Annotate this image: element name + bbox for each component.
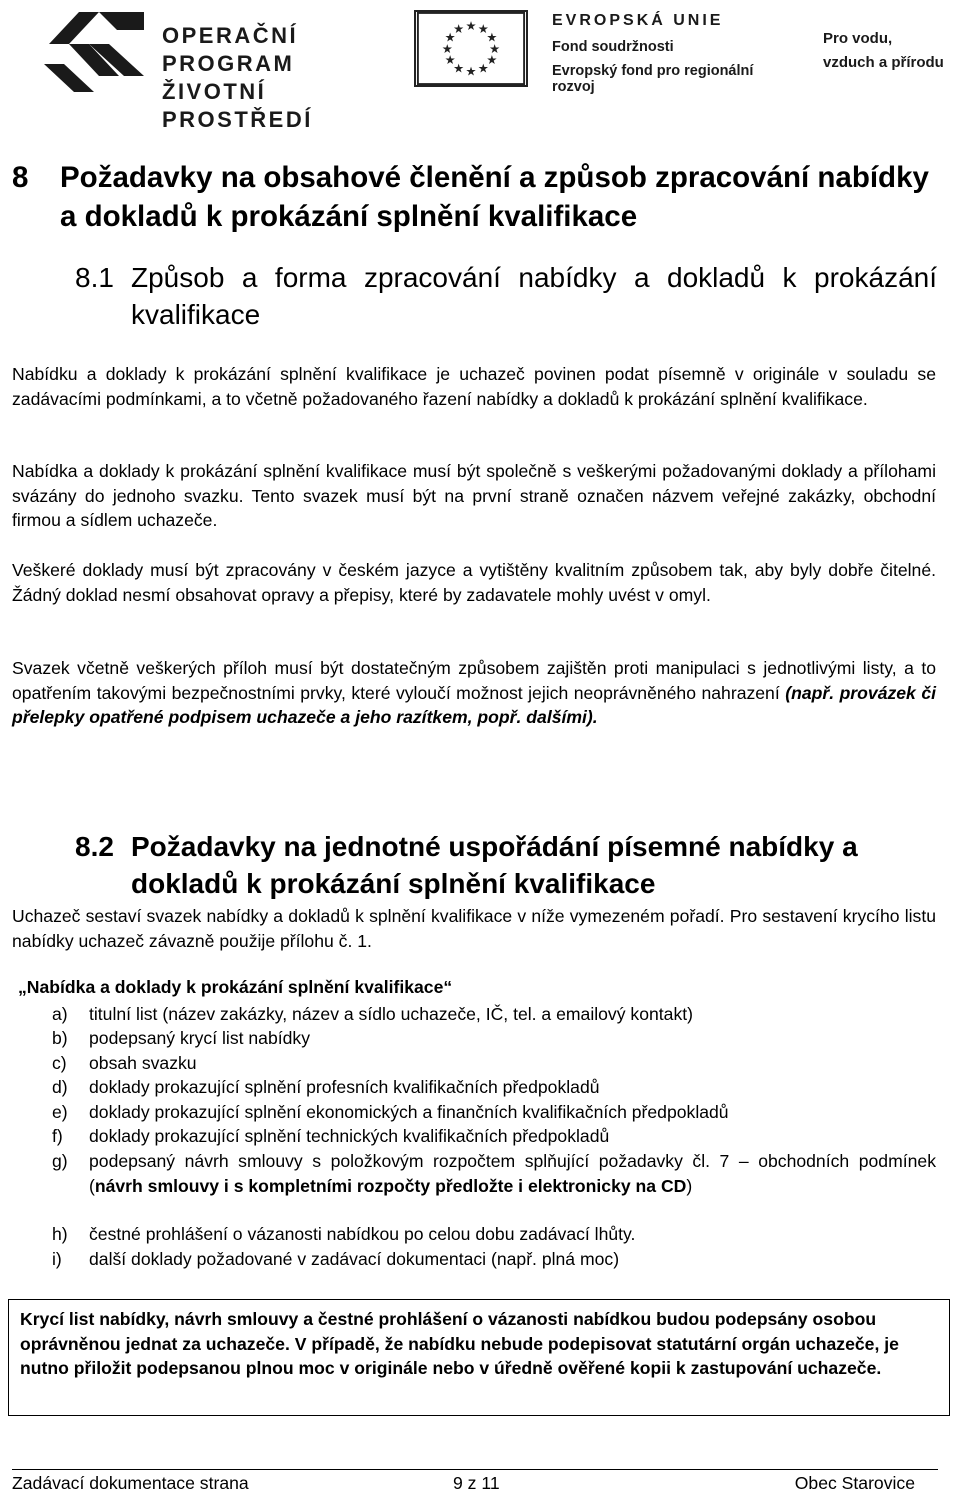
- paragraph-1: Nabídku a doklady k prokázání splnění kvalifikace je uchazeč povinen podat písemně v originále v souladu se zadávacími podmínkami, a to včetně požadovaného řazení nabídky a dokladů k prokázání splnění kvalifikace.: [12, 364, 936, 409]
- list-text: titulní list (název zakázky, název a sídlo uchazeče, IČ, tel. a emailový kontakt): [89, 1004, 693, 1024]
- list-marker: b): [52, 1028, 68, 1048]
- footer-page-number: 9 z 11: [453, 1473, 500, 1493]
- list-marker: d): [52, 1077, 68, 1097]
- svg-text:★: ★: [489, 41, 501, 56]
- list-text: podepsaný krycí list nabídky: [89, 1028, 311, 1048]
- list-marker: a): [52, 1004, 68, 1024]
- svg-text:★: ★: [486, 30, 498, 45]
- section-8-title: Požadavky na obsahové členění a způsob zpracování nabídky a dokladů k prokázání splnění kvalifikace: [60, 161, 929, 233]
- eu-fund-2: Evropský fond pro regionální rozvoj: [552, 63, 754, 95]
- list-text: obsah svazku: [89, 1053, 197, 1073]
- list-text: další doklady požadované v zadávací dokumentaci (např. plná moc): [89, 1249, 620, 1269]
- footer-divider: [12, 1469, 938, 1470]
- list-marker: e): [52, 1102, 68, 1122]
- eu-logo: [414, 10, 794, 95]
- list-text-part: ): [686, 1175, 693, 1196]
- list-text: čestné prohlášení o vázanosti nabídkou po celou dobu zadávací lhůty.: [89, 1224, 636, 1244]
- svg-text:★: ★: [486, 53, 498, 68]
- list-text-part: podepsaný návrh smlouvy s položkovým rozpočtem splňující požadavky čl. 7 – obchodních podmínek (: [89, 1151, 936, 1196]
- svg-text:★: ★: [444, 53, 456, 68]
- opzp-emblem-icon: [44, 4, 149, 92]
- slogan-line-1: Pro vodu,: [823, 30, 893, 47]
- paragraph-2: Nabídka a doklady k prokázání splnění kvalifikace musí být společně s veškerými požadovanými doklady a přílohami svázány do jednoho svazku. Tento svazek musí být na první straně označen názvem veřejné zakázky, obchodní firmou a sídlem uchazeče.: [12, 461, 936, 530]
- list-marker: c): [52, 1053, 67, 1073]
- section-8-number: 8: [12, 161, 29, 194]
- paragraph-3: Veškeré doklady musí být zpracovány v českém jazyce a vytištěny kvalitním způsobem tak, aby byly dobře čitelné. Žádný doklad nesmí obsahovat opravy a přepisy, které by zadavatele mohly uvést v omyl.: [12, 560, 936, 605]
- svg-text:★: ★: [453, 61, 465, 76]
- eu-fund-1: Fond soudržnosti: [552, 39, 674, 55]
- paragraph-5: Uchazeč sestaví svazek nabídky a dokladů k splnění kvalifikace v níže vymezeném pořadí. Pro sestavení krycího listu nabídky uchazeč závazně použije přílohu č. 1.: [12, 906, 936, 951]
- note-text: Krycí list nabídky, návrh smlouvy a čestné prohlášení o vázanosti nabídkou budou podepsány osobou oprávněnou jednat za uchazeče. V případě, že nabídku nebude podepisovat statutární orgán uchazeče, je nutno přiložit podepsanou plnou moc v originále nebo v úředně ověřené kopii k zastupování uchazeče.: [20, 1309, 899, 1378]
- slogan-line-2: vzduch a přírodu: [823, 54, 944, 71]
- eu-flag-icon: [414, 10, 528, 87]
- opzp-logo: [44, 0, 404, 132]
- svg-text:★: ★: [465, 19, 477, 34]
- paragraph-4: [12, 656, 936, 730]
- list-text: doklady prokazující splnění ekonomických a finančních kvalifikačních předpokladů: [89, 1102, 729, 1122]
- svg-text:★: ★: [444, 30, 456, 45]
- svg-text:★: ★: [441, 41, 453, 56]
- section-8-1-number: 8.1: [75, 262, 114, 293]
- paragraph-4-emphasis: (např. provázek či přelepky opatřené podpisem uchazeče a jeho razítkem, popř. dalšími).: [12, 682, 936, 727]
- slogan: [823, 27, 953, 75]
- list-title: „Nabídka a doklady k prokázání splnění kvalifikace“: [18, 977, 453, 997]
- note-box: [8, 1299, 950, 1416]
- section-8-1-title: Způsob a forma zpracování nabídky a dokladů k prokázání kvalifikace: [131, 262, 937, 330]
- paragraph-4-text: Svazek včetně veškerých příloh musí být dostatečným způsobem zajištěn proti manipulaci s jednotlivými listy, a to opatřením takovými bezpečnostními prvky, které vyloučí možnost jejich neoprávněného nahrazení: [12, 658, 936, 703]
- list-marker: i): [52, 1249, 62, 1269]
- svg-text:★: ★: [477, 21, 489, 36]
- section-8-2-title: Požadavky na jednotné uspořádání písemné nabídky a dokladů k prokázání splnění kvalifikace: [131, 831, 858, 899]
- list-text: [89, 1149, 936, 1198]
- list-text: doklady prokazující splnění technických kvalifikačních předpokladů: [89, 1126, 610, 1146]
- section-8-2-number: 8.2: [75, 831, 114, 862]
- logo-line-1: OPERAČNÍ PROGRAM: [162, 23, 299, 76]
- list-text-bold: návrh smlouvy i s kompletními rozpočty předložte i elektronicky na CD: [94, 1175, 687, 1196]
- list-marker: h): [52, 1224, 68, 1244]
- list-marker: f): [52, 1126, 63, 1146]
- eu-title: EVROPSKÁ UNIE: [552, 12, 724, 29]
- svg-text:★: ★: [477, 61, 489, 76]
- logo-line-2: ŽIVOTNÍ PROSTŘEDÍ: [162, 79, 313, 132]
- svg-text:★: ★: [453, 21, 465, 36]
- footer-left: Zadávací dokumentace strana: [12, 1473, 249, 1493]
- svg-text:★: ★: [465, 64, 477, 79]
- list-marker: g): [52, 1151, 68, 1171]
- footer-right: Obec Starovice: [794, 1473, 915, 1493]
- list-text: doklady prokazující splnění profesních kvalifikačních předpokladů: [89, 1077, 600, 1097]
